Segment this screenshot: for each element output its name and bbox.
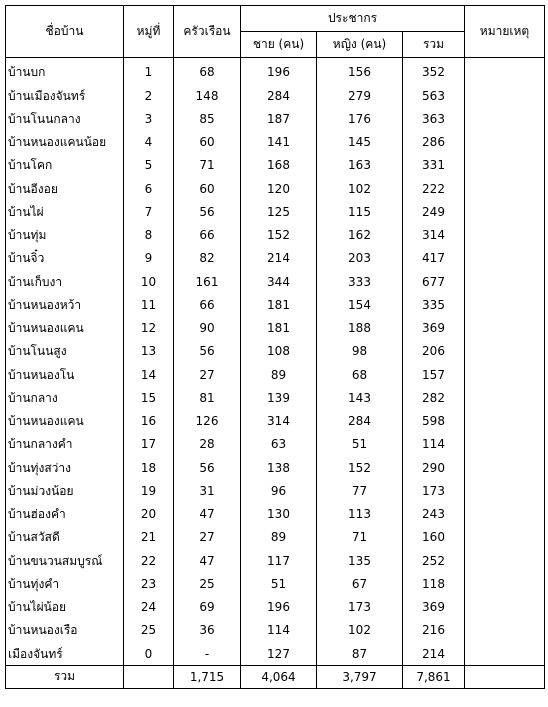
village-name-cell: บ้านอีงอย	[6, 174, 124, 197]
moo-number-cell: 4	[124, 128, 174, 151]
note-cell	[465, 407, 545, 430]
male-count-cell: 344	[241, 267, 317, 290]
male-count-cell: 117	[241, 546, 317, 569]
note-cell	[465, 546, 545, 569]
note-cell	[465, 267, 545, 290]
table-row	[6, 151, 545, 174]
totals-moo	[124, 665, 174, 688]
population-total-cell: 206	[403, 337, 465, 360]
table-row	[6, 593, 545, 616]
female-count-cell: 87	[317, 639, 403, 665]
population-total-cell: 214	[403, 639, 465, 665]
female-count-cell: 163	[317, 151, 403, 174]
note-cell	[465, 58, 545, 82]
population-total-cell: 160	[403, 523, 465, 546]
households-cell: 126	[174, 407, 241, 430]
totals-label: รวม	[6, 665, 124, 688]
population-total-cell: 563	[403, 81, 465, 104]
header-note: หมายเหตุ	[465, 6, 545, 58]
village-name-cell: บ้านทุ่ม	[6, 221, 124, 244]
households-cell: 71	[174, 151, 241, 174]
female-count-cell: 284	[317, 407, 403, 430]
female-count-cell: 176	[317, 105, 403, 128]
female-count-cell: 51	[317, 430, 403, 453]
moo-number-cell: 9	[124, 244, 174, 267]
note-cell	[465, 384, 545, 407]
village-name-cell: บ้านจิ๋ว	[6, 244, 124, 267]
female-count-cell: 279	[317, 81, 403, 104]
village-name-cell: เมืองจันทร์	[6, 639, 124, 665]
female-count-cell: 145	[317, 128, 403, 151]
header-households: ครัวเรือน	[174, 6, 241, 58]
female-count-cell: 333	[317, 267, 403, 290]
moo-number-cell: 19	[124, 477, 174, 500]
moo-number-cell: 11	[124, 291, 174, 314]
households-cell: 66	[174, 221, 241, 244]
households-cell: 47	[174, 500, 241, 523]
moo-number-cell: 21	[124, 523, 174, 546]
village-name-cell: บ้านหนองแคนน้อย	[6, 128, 124, 151]
households-cell: 85	[174, 105, 241, 128]
male-count-cell: 187	[241, 105, 317, 128]
households-cell: 56	[174, 337, 241, 360]
note-cell	[465, 291, 545, 314]
table-row	[6, 500, 545, 523]
population-total-cell: 598	[403, 407, 465, 430]
households-cell: 25	[174, 570, 241, 593]
male-count-cell: 196	[241, 58, 317, 82]
village-name-cell: บ้านม่วงน้อย	[6, 477, 124, 500]
table-row	[6, 477, 545, 500]
totals-male: 4,064	[241, 665, 317, 688]
header-total: รวม	[403, 32, 465, 58]
table-row	[6, 407, 545, 430]
village-name-cell: บ้านกลาง	[6, 384, 124, 407]
table-row	[6, 430, 545, 453]
note-cell	[465, 639, 545, 665]
households-cell: 69	[174, 593, 241, 616]
moo-number-cell: 6	[124, 174, 174, 197]
table-row	[6, 105, 545, 128]
population-total-cell: 252	[403, 546, 465, 569]
village-name-cell: บ้านทุ่งคำ	[6, 570, 124, 593]
male-count-cell: 130	[241, 500, 317, 523]
village-name-cell: บ้านฮ่องคำ	[6, 500, 124, 523]
households-cell: 47	[174, 546, 241, 569]
population-total-cell: 417	[403, 244, 465, 267]
header-population: ประชากร	[241, 6, 465, 32]
male-count-cell: 108	[241, 337, 317, 360]
note-cell	[465, 523, 545, 546]
households-cell: 68	[174, 58, 241, 82]
population-total-cell: 677	[403, 267, 465, 290]
village-name-cell: บ้านไผ่	[6, 198, 124, 221]
note-cell	[465, 337, 545, 360]
households-cell: 90	[174, 314, 241, 337]
households-cell: 161	[174, 267, 241, 290]
population-total-cell: 173	[403, 477, 465, 500]
table-row	[6, 81, 545, 104]
households-cell: 60	[174, 128, 241, 151]
table-body	[6, 58, 545, 666]
village-name-cell: บ้านบก	[6, 58, 124, 82]
table-row	[6, 128, 545, 151]
female-count-cell: 102	[317, 616, 403, 639]
moo-number-cell: 18	[124, 453, 174, 476]
female-count-cell: 77	[317, 477, 403, 500]
village-name-cell: บ้านหนองแคน	[6, 314, 124, 337]
population-total-cell: 352	[403, 58, 465, 82]
table-row	[6, 314, 545, 337]
female-count-cell: 98	[317, 337, 403, 360]
header-male: ชาย (คน)	[241, 32, 317, 58]
male-count-cell: 138	[241, 453, 317, 476]
male-count-cell: 125	[241, 198, 317, 221]
male-count-cell: 214	[241, 244, 317, 267]
female-count-cell: 143	[317, 384, 403, 407]
households-cell: -	[174, 639, 241, 665]
moo-number-cell: 0	[124, 639, 174, 665]
moo-number-cell: 1	[124, 58, 174, 82]
moo-number-cell: 3	[124, 105, 174, 128]
female-count-cell: 188	[317, 314, 403, 337]
table-row	[6, 639, 545, 665]
totals-households: 1,715	[174, 665, 241, 688]
households-cell: 60	[174, 174, 241, 197]
table-row	[6, 267, 545, 290]
households-cell: 81	[174, 384, 241, 407]
population-total-cell: 335	[403, 291, 465, 314]
female-count-cell: 152	[317, 453, 403, 476]
note-cell	[465, 198, 545, 221]
households-cell: 148	[174, 81, 241, 104]
male-count-cell: 168	[241, 151, 317, 174]
male-count-cell: 314	[241, 407, 317, 430]
households-cell: 28	[174, 430, 241, 453]
village-name-cell: บ้านขนวนสมบูรณ์	[6, 546, 124, 569]
village-name-cell: บ้านเก็บงา	[6, 267, 124, 290]
moo-number-cell: 22	[124, 546, 174, 569]
village-name-cell: บ้านสวัสดี	[6, 523, 124, 546]
female-count-cell: 203	[317, 244, 403, 267]
moo-number-cell: 5	[124, 151, 174, 174]
male-count-cell: 114	[241, 616, 317, 639]
population-total-cell: 157	[403, 360, 465, 383]
households-cell: 31	[174, 477, 241, 500]
households-cell: 36	[174, 616, 241, 639]
table-row	[6, 221, 545, 244]
female-count-cell: 67	[317, 570, 403, 593]
table-row	[6, 244, 545, 267]
table-row	[6, 384, 545, 407]
table-row	[6, 453, 545, 476]
male-count-cell: 89	[241, 360, 317, 383]
moo-number-cell: 17	[124, 430, 174, 453]
male-count-cell: 96	[241, 477, 317, 500]
totals-note	[465, 665, 545, 688]
totals-female: 3,797	[317, 665, 403, 688]
note-cell	[465, 500, 545, 523]
female-count-cell: 68	[317, 360, 403, 383]
village-name-cell: บ้านหนองโน	[6, 360, 124, 383]
note-cell	[465, 151, 545, 174]
note-cell	[465, 360, 545, 383]
note-cell	[465, 244, 545, 267]
female-count-cell: 173	[317, 593, 403, 616]
population-total-cell: 216	[403, 616, 465, 639]
moo-number-cell: 12	[124, 314, 174, 337]
moo-number-cell: 24	[124, 593, 174, 616]
male-count-cell: 127	[241, 639, 317, 665]
population-total-cell: 369	[403, 593, 465, 616]
households-cell: 56	[174, 198, 241, 221]
table-row	[6, 337, 545, 360]
female-count-cell: 113	[317, 500, 403, 523]
table-row	[6, 523, 545, 546]
note-cell	[465, 593, 545, 616]
female-count-cell: 102	[317, 174, 403, 197]
female-count-cell: 135	[317, 546, 403, 569]
population-total-cell: 249	[403, 198, 465, 221]
note-cell	[465, 128, 545, 151]
note-cell	[465, 221, 545, 244]
moo-number-cell: 23	[124, 570, 174, 593]
households-cell: 56	[174, 453, 241, 476]
header-female: หญิง (คน)	[317, 32, 403, 58]
moo-number-cell: 14	[124, 360, 174, 383]
note-cell	[465, 314, 545, 337]
table-row	[6, 360, 545, 383]
households-cell: 66	[174, 291, 241, 314]
male-count-cell: 139	[241, 384, 317, 407]
population-total-cell: 118	[403, 570, 465, 593]
male-count-cell: 284	[241, 81, 317, 104]
note-cell	[465, 570, 545, 593]
village-name-cell: บ้านโนนกลาง	[6, 105, 124, 128]
village-name-cell: บ้านโนนสูง	[6, 337, 124, 360]
male-count-cell: 196	[241, 593, 317, 616]
table-row	[6, 570, 545, 593]
table-row	[6, 291, 545, 314]
header-village-name: ชื่อบ้าน	[6, 6, 124, 58]
moo-number-cell: 15	[124, 384, 174, 407]
male-count-cell: 141	[241, 128, 317, 151]
male-count-cell: 152	[241, 221, 317, 244]
village-name-cell: บ้านไผ่น้อย	[6, 593, 124, 616]
female-count-cell: 162	[317, 221, 403, 244]
moo-number-cell: 2	[124, 81, 174, 104]
population-total-cell: 363	[403, 105, 465, 128]
village-name-cell: บ้านหนองเรือ	[6, 616, 124, 639]
village-name-cell: บ้านหนองหว้า	[6, 291, 124, 314]
female-count-cell: 154	[317, 291, 403, 314]
village-name-cell: บ้านเมืองจันทร์	[6, 81, 124, 104]
note-cell	[465, 453, 545, 476]
male-count-cell: 181	[241, 291, 317, 314]
village-name-cell: บ้านโคก	[6, 151, 124, 174]
moo-number-cell: 7	[124, 198, 174, 221]
population-total-cell: 222	[403, 174, 465, 197]
population-table	[5, 5, 545, 689]
table-row	[6, 198, 545, 221]
village-name-cell: บ้านทุ่งสว่าง	[6, 453, 124, 476]
note-cell	[465, 477, 545, 500]
population-total-cell: 331	[403, 151, 465, 174]
moo-number-cell: 16	[124, 407, 174, 430]
population-total-cell: 243	[403, 500, 465, 523]
male-count-cell: 51	[241, 570, 317, 593]
moo-number-cell: 8	[124, 221, 174, 244]
population-total-cell: 369	[403, 314, 465, 337]
note-cell	[465, 174, 545, 197]
households-cell: 82	[174, 244, 241, 267]
households-cell: 27	[174, 523, 241, 546]
population-total-cell: 290	[403, 453, 465, 476]
note-cell	[465, 616, 545, 639]
table-row	[6, 174, 545, 197]
female-count-cell: 115	[317, 198, 403, 221]
totals-total: 7,861	[403, 665, 465, 688]
population-total-cell: 282	[403, 384, 465, 407]
female-count-cell: 156	[317, 58, 403, 82]
moo-number-cell: 20	[124, 500, 174, 523]
moo-number-cell: 13	[124, 337, 174, 360]
note-cell	[465, 430, 545, 453]
population-total-cell: 286	[403, 128, 465, 151]
male-count-cell: 63	[241, 430, 317, 453]
male-count-cell: 89	[241, 523, 317, 546]
header-moo: หมู่ที่	[124, 6, 174, 58]
male-count-cell: 120	[241, 174, 317, 197]
village-name-cell: บ้านกลางคำ	[6, 430, 124, 453]
village-name-cell: บ้านหนองแคน	[6, 407, 124, 430]
population-total-cell: 314	[403, 221, 465, 244]
female-count-cell: 71	[317, 523, 403, 546]
table-row	[6, 546, 545, 569]
households-cell: 27	[174, 360, 241, 383]
population-total-cell: 114	[403, 430, 465, 453]
note-cell	[465, 81, 545, 104]
note-cell	[465, 105, 545, 128]
moo-number-cell: 25	[124, 616, 174, 639]
table-row	[6, 58, 545, 82]
table-row	[6, 616, 545, 639]
male-count-cell: 181	[241, 314, 317, 337]
moo-number-cell: 10	[124, 267, 174, 290]
